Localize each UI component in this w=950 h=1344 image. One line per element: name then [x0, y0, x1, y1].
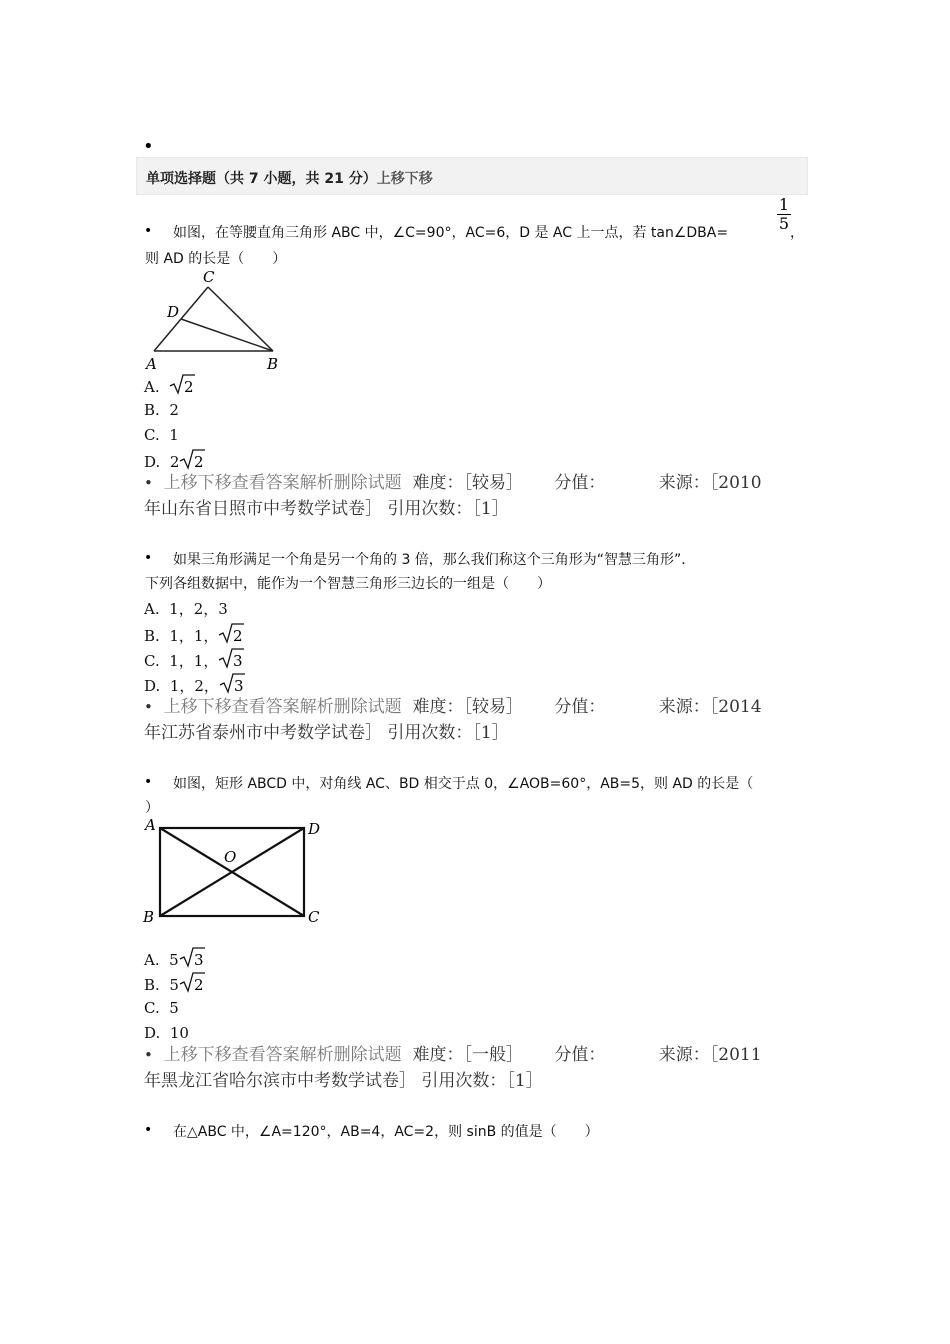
svg-text:2: 2: [233, 627, 243, 644]
score: 分值：: [554, 473, 606, 493]
question-action-links[interactable]: 上移下移查看答案解析删除试题: [163, 697, 402, 717]
option-c[interactable]: C. 5: [144, 999, 179, 1017]
option-d[interactable]: D. 1，2， 3: [144, 672, 245, 701]
label-b: B: [267, 355, 279, 373]
sqrt-icon: [179, 448, 205, 470]
svg-text:3: 3: [233, 677, 244, 694]
sqrt-icon: [218, 647, 244, 669]
svg-text:2: 2: [194, 453, 204, 470]
question-1-text: 如图，在等腰直角三角形 ABC 中，∠C=90°，AC=6，D 是 AC 上一点，若 tan∠DBA=: [173, 225, 729, 241]
source-cont: 年山东省日照市中考数学试卷］: [144, 499, 382, 519]
label-a: A: [145, 816, 156, 834]
question-bullet: •: [144, 223, 153, 239]
section-header: [136, 157, 808, 195]
triangle-segment-db: [181, 319, 273, 351]
svg-text:3: 3: [193, 951, 204, 968]
source: 来源：［2011: [658, 1045, 762, 1065]
question-action-links[interactable]: 上移下移查看答案解析删除试题: [163, 473, 402, 493]
label-b: B: [143, 908, 155, 926]
label-c: C: [308, 908, 320, 926]
sqrt-icon: [179, 971, 205, 993]
list-bullet: •: [143, 136, 154, 157]
difficulty: 难度：［一般］: [412, 1045, 523, 1065]
sqrt-icon: [179, 946, 205, 968]
source: 来源：［2014: [658, 697, 762, 717]
source-cont: 年江苏省泰州市中考数学试卷］: [144, 723, 382, 743]
label-d: D: [167, 303, 180, 321]
question-2-text-line2: 下列各组数据中，能作为一个智慧三角形三边长的一组是（ ）: [145, 576, 551, 592]
citations: 引用次数：［1］: [387, 723, 509, 743]
question-1-comma: ，: [790, 225, 804, 241]
triangle-figure: [140, 265, 290, 375]
fraction-denominator: 5: [778, 214, 790, 233]
option-d[interactable]: D. 2 2: [144, 448, 205, 477]
question-3-text-line2: ）: [145, 800, 159, 816]
option-d[interactable]: D. 10: [144, 1024, 189, 1042]
option-b[interactable]: B. 5 2: [144, 971, 205, 1000]
question-meta: • 上移下移查看答案解析删除试题 难度：［较易］ 分值： 来源：［2010 年山东省日照市中考数学试卷］ 引用次数：［1］: [144, 473, 762, 519]
score: 分值：: [554, 697, 606, 717]
option-a[interactable]: A. 2: [144, 373, 195, 402]
citations: 引用次数：［1］: [387, 499, 509, 519]
option-b[interactable]: B. 2: [144, 401, 179, 419]
option-b[interactable]: B. 1，1， 2: [144, 622, 244, 651]
score: 分值：: [554, 1045, 606, 1065]
svg-text:2: 2: [184, 378, 194, 395]
option-c[interactable]: C. 1，1， 3: [144, 647, 244, 676]
difficulty: 难度：［较易］: [412, 473, 523, 493]
label-c: C: [203, 268, 215, 286]
question-action-links[interactable]: 上移下移查看答案解析删除试题: [163, 1045, 402, 1065]
section-title: [146, 168, 433, 188]
question-meta: • 上移下移查看答案解析删除试题 难度：［较易］ 分值： 来源：［2014 年江苏省泰州市中考数学试卷］ 引用次数：［1］: [144, 697, 762, 743]
fraction-numerator: 1: [778, 195, 790, 214]
fraction-1-5: [777, 197, 791, 232]
source: 来源：［2010: [658, 473, 762, 493]
question-bullet: •: [144, 550, 153, 566]
question-bullet: •: [144, 1122, 153, 1138]
option-a[interactable]: A. 1，2，3: [144, 600, 228, 618]
option-a[interactable]: A. 5 3: [144, 946, 205, 975]
source-cont: 年黑龙江省哈尔滨市中考数学试卷］: [144, 1071, 416, 1091]
option-c[interactable]: C. 1: [144, 426, 179, 444]
question-bullet: •: [144, 774, 153, 790]
question-2-text: 如果三角形满足一个角是另一个角的 3 倍，那么我们称这个三角形为“智慧三角形”．: [173, 552, 696, 568]
label-d: D: [308, 820, 321, 838]
section-move-links[interactable]: 上移下移: [376, 171, 433, 187]
question-4-text: 在△ABC 中，∠A=120°，AB=4，AC=2，则 sinB 的值是（ ）: [173, 1124, 599, 1140]
question-meta: • 上移下移查看答案解析删除试题 难度：［一般］ 分值： 来源：［2011 年黑龙江省哈尔滨市中考数学试卷］ 引用次数：［1］: [144, 1045, 762, 1091]
svg-text:2: 2: [193, 976, 204, 993]
sqrt-icon: [219, 672, 245, 694]
sqrt-icon: [169, 373, 195, 395]
sqrt-icon: [218, 622, 244, 644]
sqrt-expression: [179, 971, 205, 1000]
question-1-text-line2: 则 AD 的长是（ ）: [145, 251, 287, 267]
citations: 引用次数：［1］: [421, 1071, 543, 1091]
difficulty: 难度：［较易］: [412, 697, 523, 717]
label-o: O: [224, 848, 237, 866]
rectangle-figure: [140, 814, 330, 930]
svg-text:3: 3: [233, 652, 243, 669]
triangle-side-cb: [208, 287, 273, 351]
section-title-text: 单项选择题（共 7 小题，共 21 分）: [146, 171, 377, 187]
label-a: A: [146, 355, 157, 373]
question-3-text: 如图，矩形 ABCD 中，对角线 AC、BD 相交于点 0，∠AOB=60°，AB=5，则 AD 的长是（: [173, 776, 754, 792]
